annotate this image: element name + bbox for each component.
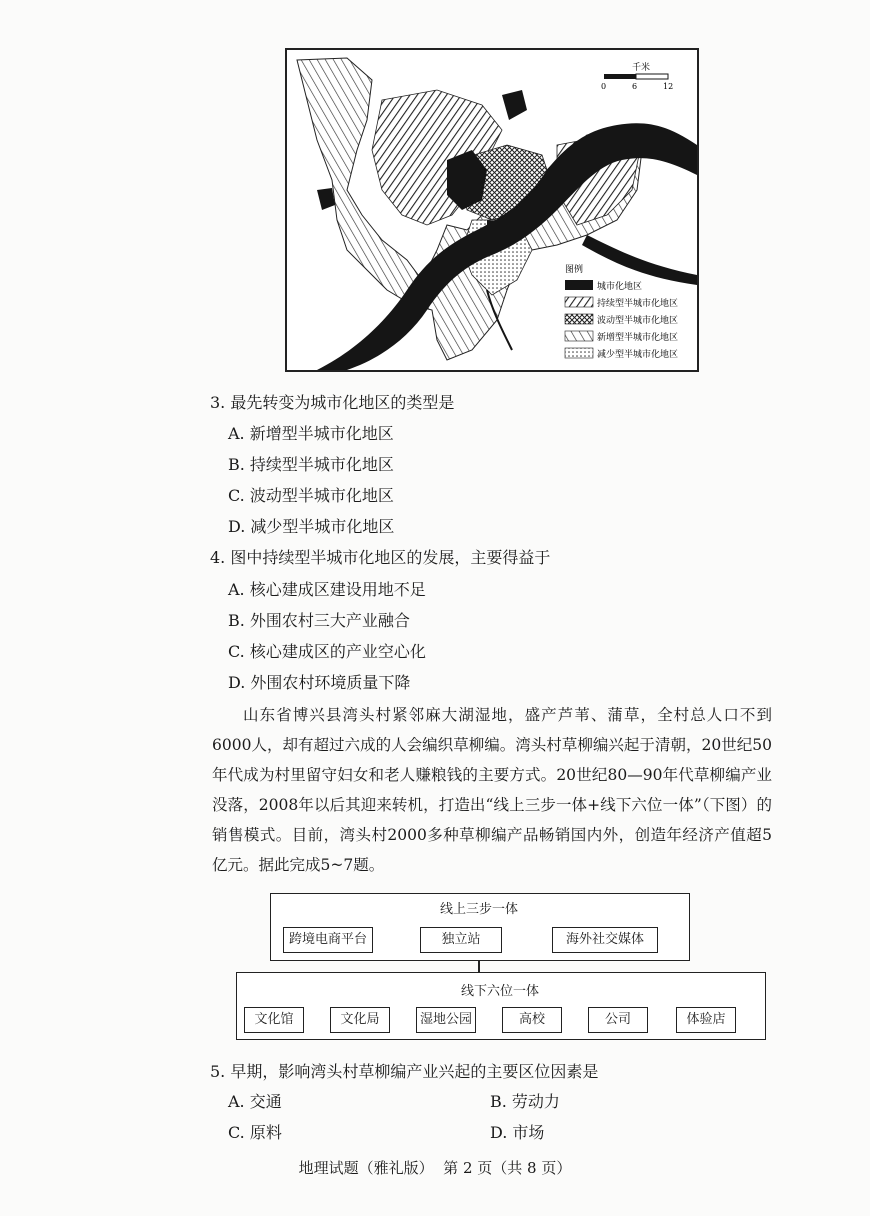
online-node: 跨境电商平台	[283, 927, 373, 953]
question-5-stem: 5. 早期，影响湾头村草柳编产业兴起的主要区位因素是	[210, 1062, 599, 1081]
offline-node: 体验店	[676, 1007, 736, 1033]
legend-label: 城市化地区	[597, 282, 643, 292]
legend-title: 图例	[565, 265, 584, 275]
question-4-option-a[interactable]: A. 核心建成区建设用地不足	[228, 580, 426, 599]
legend-swatch-urban	[565, 280, 593, 290]
question-3-option-a[interactable]: A. 新增型半城市化地区	[228, 424, 394, 443]
passage-text: 山东省博兴县湾头村紧邻麻大湖湿地，盛产芦苇、蒲草，全村总人口不到6000人，却有超过六成的人会编织草柳编。湾头村草柳编兴起于清朝，20世纪50年代成为村里留守妇女和老人赚粮钱的主要方式。20世纪80—90年代草柳编产业没落，2008年以后其迎来转机，打造出“线上三步一体+线下六位一体”（下图）的销售模式。目前，湾头村2000多种草柳编产品畅销国内外，创造年经济产值超5亿元。据此完成5~7题。	[212, 706, 772, 874]
legend-label: 持续型半城市化地区	[597, 299, 679, 309]
map-urban-patch	[502, 90, 527, 120]
scale-tick: 12	[663, 82, 674, 91]
question-4-option-b[interactable]: B. 外围农村三大产业融合	[228, 611, 410, 630]
legend-swatch-new	[565, 331, 593, 341]
offline-node: 文化局	[330, 1007, 390, 1033]
online-model-title: 线上三步一体	[439, 902, 518, 917]
question-4-stem: 4. 图中持续型半城市化地区的发展，主要得益于	[210, 548, 551, 567]
online-node: 海外社交媒体	[552, 927, 658, 953]
question-3-option-b[interactable]: B. 持续型半城市化地区	[228, 455, 394, 474]
offline-model-title: 线下六位一体	[460, 984, 539, 999]
question-3-option-d[interactable]: D. 减少型半城市化地区	[228, 517, 395, 536]
question-4-option-c[interactable]: C. 核心建成区的产业空心化	[228, 642, 426, 661]
question-3-stem: 3. 最先转变为城市化地区的类型是	[210, 393, 455, 412]
question-5-option-d[interactable]: D. 市场	[490, 1123, 545, 1142]
legend-swatch-reduced	[565, 348, 593, 358]
legend-swatch-fluctuating	[565, 314, 593, 324]
question-5-option-b[interactable]: B. 劳动力	[490, 1092, 560, 1111]
legend-label: 新增型半城市化地区	[597, 333, 679, 343]
question-5-option-c[interactable]: C. 原料	[228, 1123, 282, 1142]
legend-label: 波动型半城市化地区	[597, 316, 679, 326]
page-footer: 地理试题（雅礼版） 第 2 页（共 8 页）	[298, 1159, 572, 1177]
online-node: 独立站	[420, 927, 502, 953]
offline-node: 公司	[588, 1007, 648, 1033]
offline-node: 高校	[502, 1007, 562, 1033]
question-4-option-d[interactable]: D. 外围农村环境质量下降	[228, 673, 411, 692]
land-use-map	[285, 48, 699, 372]
question-3-option-c[interactable]: C. 波动型半城市化地区	[228, 486, 394, 505]
map-river-branch	[582, 235, 697, 285]
legend-swatch-sustained	[565, 297, 593, 307]
reading-passage	[212, 700, 772, 880]
scale-tick: 0	[601, 82, 607, 91]
connector-line	[478, 960, 480, 972]
map-urban-patch	[317, 188, 335, 210]
scale-tick: 6	[632, 82, 638, 91]
scale-unit-label: 千米	[632, 63, 651, 73]
map-graphic	[287, 50, 697, 370]
offline-node: 湿地公园	[416, 1007, 476, 1033]
legend-label: 减少型半城市化地区	[597, 350, 679, 360]
question-5-option-a[interactable]: A. 交通	[228, 1092, 282, 1111]
offline-node: 文化馆	[244, 1007, 304, 1033]
